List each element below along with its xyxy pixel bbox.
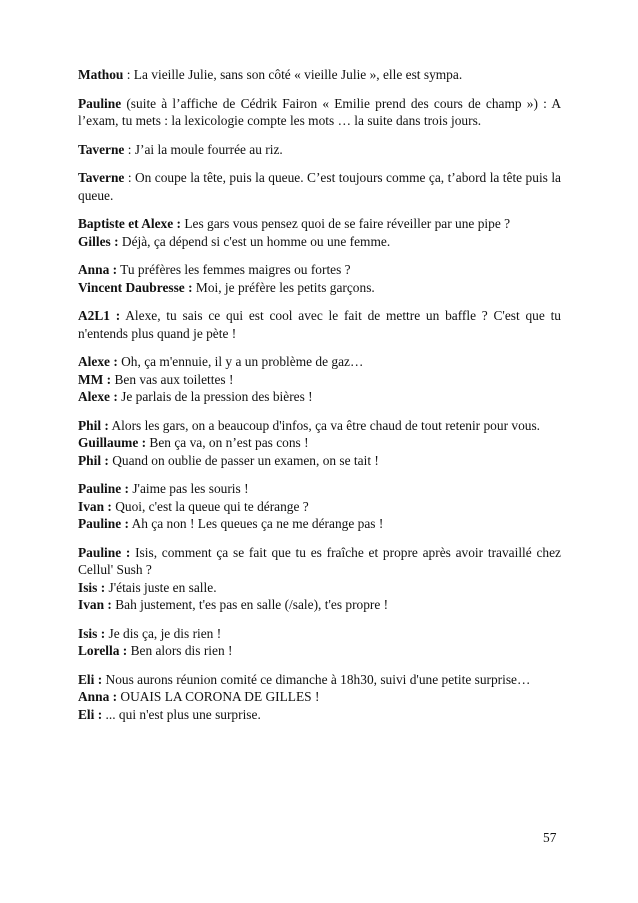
- quote-line: [78, 95, 561, 130]
- quote-line: [78, 642, 561, 660]
- speaker-name: Gilles :: [78, 233, 119, 249]
- quote-line: [78, 596, 561, 614]
- speaker-name: Guillaume :: [78, 435, 147, 450]
- page-number: 57: [543, 830, 557, 845]
- quote-line: [78, 66, 561, 84]
- quote-line: [78, 544, 561, 579]
- speaker-name: Pauline :: [78, 516, 129, 531]
- quote-text: : On coupe la tête, puis la queue. C’est toujours comme ça, t’abord la tête puis la queue.: [78, 170, 561, 203]
- quote-line: [78, 279, 561, 297]
- speaker-name: Baptiste et Alexe :: [78, 216, 182, 231]
- speaker-name: Vincent Daubresse :: [78, 279, 193, 295]
- quote-block: [78, 169, 561, 204]
- speaker-name: Isis :: [78, 579, 106, 595]
- quote-line: [78, 480, 561, 498]
- quote-text: Je dis ça, je dis rien !: [105, 625, 222, 641]
- quote-text: Ben alors dis rien !: [127, 643, 233, 658]
- quote-line: [78, 515, 561, 533]
- quote-line: [78, 434, 561, 452]
- quote-block: [78, 671, 561, 724]
- quote-line: [78, 215, 561, 233]
- quote-text: Je parlais de la pression des bières !: [117, 389, 313, 404]
- speaker-name: MM :: [78, 371, 112, 387]
- quote-block: [78, 141, 561, 159]
- quote-text: Bah justement, t'es pas en salle (/sale), t'es propre !: [111, 597, 389, 612]
- quote-text: J'étais juste en salle.: [105, 579, 217, 595]
- quote-text: Isis, comment ça se fait que tu es fraîche et propre après avoir travaillé chez Cellul' Sush ?: [78, 544, 561, 577]
- speaker-name: Ivan :: [78, 597, 112, 612]
- quote-line: [78, 417, 561, 435]
- quote-line: [78, 169, 561, 204]
- speaker-name: Phil :: [78, 417, 109, 433]
- quote-line: [78, 625, 561, 643]
- quote-text: Moi, je préfère les petits garçons.: [192, 279, 375, 295]
- quote-block: [78, 307, 561, 342]
- quote-block: [78, 95, 561, 130]
- speaker-name: A2L1 :: [78, 308, 121, 323]
- speaker-name: Mathou: [78, 67, 124, 82]
- quote-line: [78, 671, 561, 689]
- quote-text: ... qui n'est plus une surprise.: [102, 706, 261, 722]
- quote-text: Quoi, c'est la queue qui te dérange ?: [111, 498, 309, 514]
- quote-block: [78, 261, 561, 296]
- quotes-list: [78, 66, 561, 734]
- quote-block: [78, 480, 561, 533]
- speaker-name: Lorella :: [78, 643, 128, 658]
- quote-line: [78, 233, 561, 251]
- quote-text: (suite à l’affiche de Cédrik Fairon « Emilie prend des cours de champ ») : A l’exam, tu mets : la lexicologie compte les mots … la suite dans trois jours.: [78, 95, 561, 128]
- quote-text: Ah ça non ! Les queues ça ne me dérange pas !: [128, 516, 384, 531]
- quote-text: Quand on oublie de passer un examen, on se tait !: [108, 452, 379, 468]
- speaker-name: Eli :: [78, 706, 103, 722]
- speaker-name: Pauline: [78, 95, 122, 111]
- quote-block: [78, 625, 561, 660]
- speaker-name: Taverne: [78, 170, 125, 185]
- speaker-name: Pauline :: [78, 544, 131, 560]
- quote-block: [78, 66, 561, 84]
- quote-line: [78, 498, 561, 516]
- quote-block: [78, 417, 561, 470]
- quote-line: [78, 388, 561, 406]
- speaker-name: Ivan :: [78, 498, 112, 514]
- quote-line: [78, 141, 561, 159]
- speaker-name: Anna :: [78, 689, 118, 704]
- quote-text: J'aime pas les souris !: [128, 481, 249, 496]
- quote-line: [78, 579, 561, 597]
- quote-line: [78, 688, 561, 706]
- speaker-name: Phil :: [78, 452, 109, 468]
- quote-text: Déjà, ça dépend si c'est un homme ou une femme.: [118, 233, 391, 249]
- quote-block: [78, 544, 561, 614]
- speaker-name: Isis :: [78, 625, 106, 641]
- speaker-name: Eli :: [78, 671, 103, 687]
- speaker-name: Taverne: [78, 141, 125, 157]
- quote-text: Ben vas aux toilettes !: [111, 371, 234, 387]
- speaker-name: Alexe :: [78, 389, 118, 404]
- quote-line: [78, 706, 561, 724]
- speaker-name: Pauline :: [78, 481, 129, 496]
- quote-text: Les gars vous pensez quoi de se faire réveiller par une pipe ?: [181, 216, 511, 231]
- quote-text: : J’ai la moule fourrée au riz.: [124, 141, 283, 157]
- quote-line: [78, 353, 561, 371]
- quote-text: : La vieille Julie, sans son côté « vieille Julie », elle est sympa.: [123, 67, 463, 82]
- quote-text: Ben ça va, on n’est pas cons !: [146, 435, 309, 450]
- quote-line: [78, 452, 561, 470]
- speaker-name: Anna :: [78, 262, 118, 277]
- quote-block: [78, 215, 561, 250]
- quote-block: [78, 353, 561, 406]
- quote-text: Tu préfères les femmes maigres ou fortes ?: [117, 262, 351, 277]
- quote-text: Oh, ça m'ennuie, il y a un problème de gaz…: [117, 354, 364, 369]
- quote-text: Alors les gars, on a beaucoup d'infos, ça va être chaud de tout retenir pour vous.: [108, 417, 541, 433]
- speaker-name: Alexe :: [78, 354, 118, 369]
- quote-line: [78, 371, 561, 389]
- quote-text: Alexe, tu sais ce qui est cool avec le fait de mettre un baffle ? C'est que tu n'entends plus quand je pète !: [78, 308, 561, 341]
- quote-line: [78, 261, 561, 279]
- quote-line: [78, 307, 561, 342]
- quote-text: Nous aurons réunion comité ce dimanche à 18h30, suivi d'une petite surprise…: [102, 671, 531, 687]
- quote-text: OUAIS LA CORONA DE GILLES !: [117, 689, 320, 704]
